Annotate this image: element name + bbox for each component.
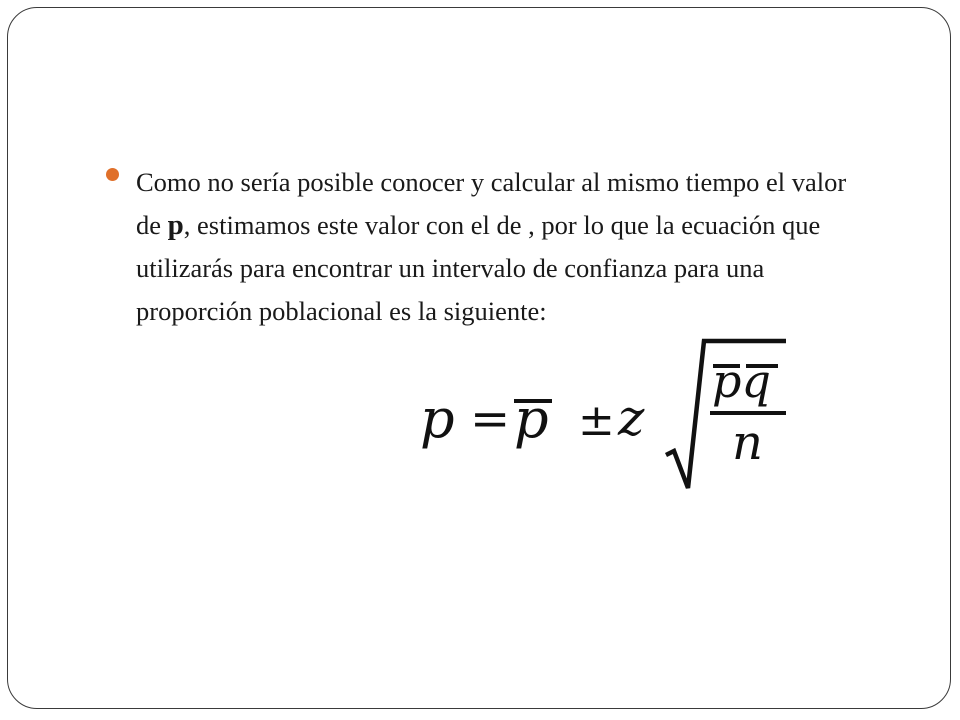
bullet-dot-icon [106, 168, 119, 181]
bullet-text [136, 161, 876, 333]
formula-plusminus: ± [578, 395, 615, 446]
formula-z: z [618, 389, 645, 447]
bullet-text-part-2: , estimamos este valor con el de , por lo que la ecuación que utilizarás para encontrar un intervalo de confianza para una proporción poblacional es la siguiente: [136, 210, 821, 326]
formula-equals: = [470, 391, 511, 447]
formula-pbar: p [514, 387, 549, 450]
confidence-interval-formula [418, 333, 790, 493]
bullet-variable-p: p [167, 209, 184, 241]
formula-denominator: n [732, 415, 763, 471]
bullet-text-part-1: Como no sería posible conocer y calcular al mismo tiempo el valor de [136, 167, 847, 240]
formula-lhs-p: p [420, 387, 455, 450]
formula-numerator: pq [712, 354, 771, 408]
formula-svg [418, 333, 790, 493]
